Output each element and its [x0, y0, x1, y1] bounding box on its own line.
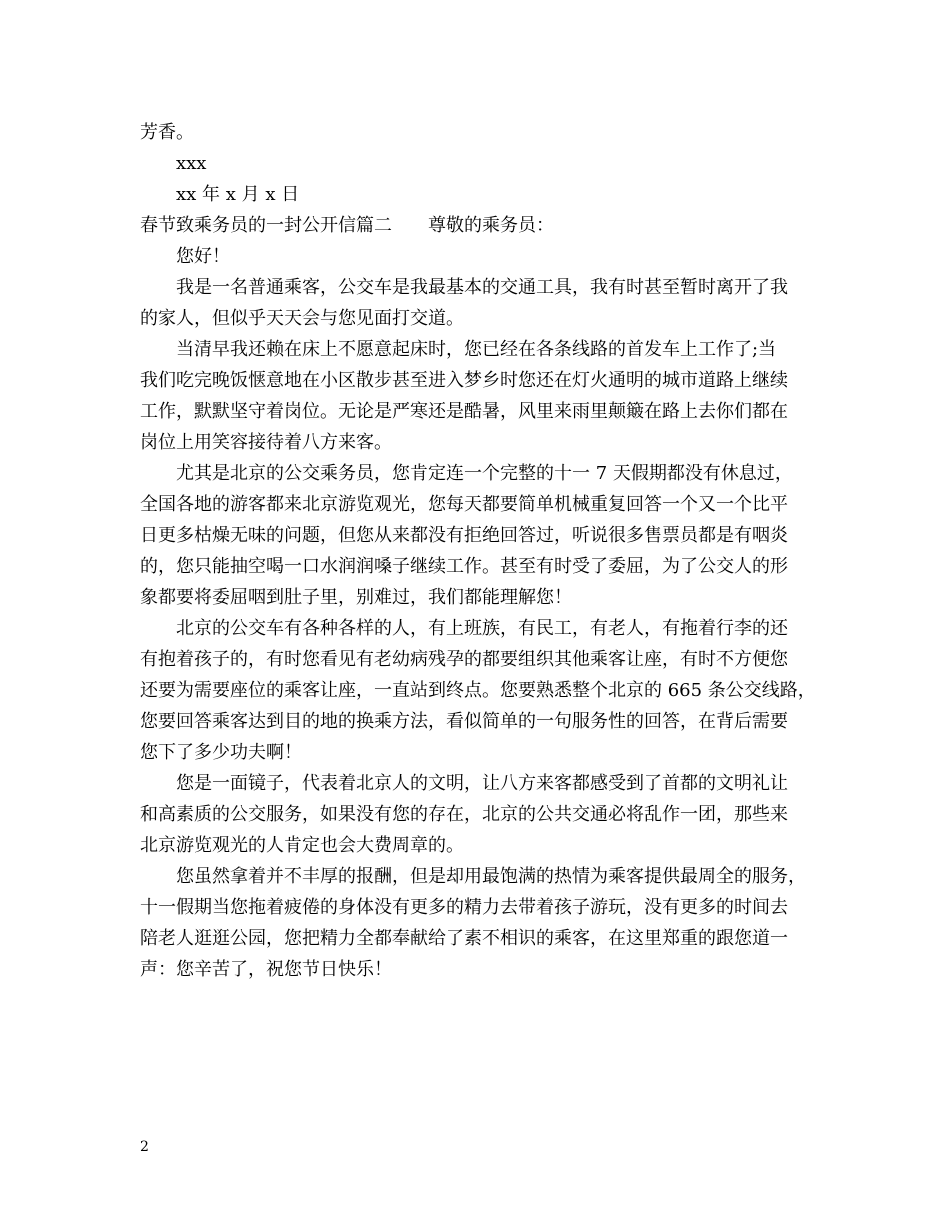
- paragraph-5: [140, 768, 820, 861]
- paragraph-line: 的，您只能抽空喝一口水润润嗓子继续工作。甚至有时受了委屈，为了公交人的形: [140, 556, 788, 577]
- paragraph-line: 象都要将委屈咽到肚子里，别难过，我们都能理解您！: [140, 587, 572, 608]
- document-body: [140, 117, 820, 985]
- paragraph-line: 我们吃完晚饭惬意地在小区散步甚至进入梦乡时您还在灯火通明的城市道路上继续: [140, 370, 788, 391]
- paragraph-6: [140, 861, 820, 985]
- paragraph-line: 北京的公交车有各种各样的人，有上班族，有民工，有老人，有拖着行李的还: [176, 618, 788, 639]
- paragraph-line: 有抱着孩子的，有时您看见有老幼病残孕的都要组织其他乘客让座，有时不方便您: [140, 649, 788, 670]
- paragraph-line: 工作，默默坚守着岗位。无论是严寒还是酷暑，风里来雨里颠簸在路上去你们都在: [140, 401, 788, 422]
- paragraph-line: 日更多枯燥无味的问题，但您从来都没有拒绝回答过，听说很多售票员都是有咽炎: [140, 525, 788, 546]
- paragraph-2: [140, 334, 820, 458]
- paragraph-line: 我是一名普通乘客，公交车是我最基本的交通工具，我有时甚至暂时离开了我: [176, 277, 788, 298]
- paragraph-line: 还要为需要座位的乘客让座，一直站到终点。您要熟悉整个北京的 665 条公交线路，: [140, 680, 816, 701]
- paragraph-line: 当清早我还赖在床上不愿意起床时，您已经在各条线路的首发车上工作了;当: [176, 339, 777, 360]
- paragraph-line: 您要回答乘客达到目的地的换乘方法，看似简单的一句服务性的回答，在背后需要: [140, 711, 788, 732]
- paragraph-line: 十一假期当您拖着疲倦的身体没有更多的精力去带着孩子游玩，没有更多的时间去: [140, 897, 788, 918]
- paragraph-line: 岗位上用笑容接待着八方来客。: [140, 432, 392, 453]
- paragraph-line: 陪老人逛逛公园，您把精力全都奉献给了素不相识的乘客，在这里郑重的跟您道一: [140, 928, 788, 949]
- letter-title: 春节致乘务员的一封公开信篇二: [140, 215, 392, 236]
- paragraph-line: 声：您辛苦了，祝您节日快乐！: [140, 959, 392, 980]
- paragraph-line: 和高素质的公交服务，如果没有您的存在，北京的公共交通必将乱作一团，那些来: [140, 804, 788, 825]
- letter-salutation: 尊敬的乘务员：: [428, 215, 554, 236]
- paragraph-1: [140, 272, 820, 334]
- greeting: 您好！: [176, 246, 230, 267]
- paragraph-line: 您下了多少功夫啊！: [140, 742, 302, 763]
- letter-heading: [140, 210, 820, 241]
- signature-date: xx 年 x 月 x 日: [176, 184, 300, 205]
- paragraph-line: 您虽然拿着并不丰厚的报酬，但是却用最饱满的热情为乘客提供最周全的服务，: [176, 866, 806, 887]
- page-number: 2: [140, 1139, 149, 1155]
- text-line: 芳香。: [140, 122, 194, 143]
- paragraph-3: [140, 458, 820, 613]
- signature-name: xxx: [176, 153, 207, 174]
- paragraph-line: 北京游览观光的人肯定也会大费周章的。: [140, 835, 464, 856]
- paragraph-line: 您是一面镜子，代表着北京人的文明，让八方来客都感受到了首都的文明礼让: [176, 773, 788, 794]
- paragraph-4: [140, 613, 820, 768]
- paragraph-line: 全国各地的游客都来北京游览观光，您每天都要简单机械重复回答一个又一个比平: [140, 494, 788, 515]
- paragraph-line: 的家人，但似乎天天会与您见面打交道。: [140, 308, 464, 329]
- paragraph-line: 尤其是北京的公交乘务员，您肯定连一个完整的十一 7 天假期都没有休息过，: [176, 463, 793, 484]
